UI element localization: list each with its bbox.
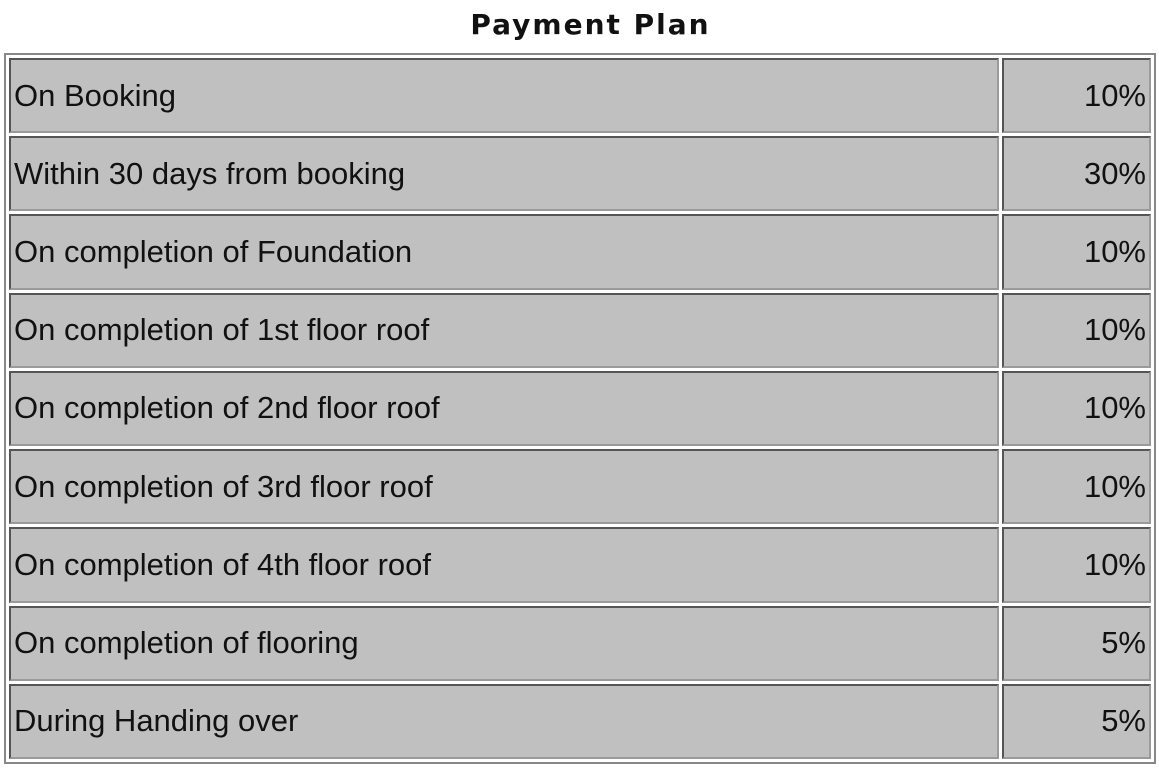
percent-cell: 10% (1002, 527, 1151, 602)
percent-cell: 5% (1002, 606, 1151, 681)
percent-cell: 10% (1002, 58, 1151, 133)
stage-cell: On completion of 4th floor roof (9, 527, 999, 602)
stage-cell: During Handing over (9, 684, 999, 759)
table-row (9, 684, 1151, 759)
percent-cell: 30% (1002, 136, 1151, 211)
table-row (9, 58, 1151, 133)
table-row (9, 371, 1151, 446)
stage-cell: On completion of 2nd floor roof (9, 371, 999, 446)
table-row (9, 606, 1151, 681)
stage-cell: On completion of Foundation (9, 214, 999, 289)
stage-cell: On completion of 1st floor roof (9, 293, 999, 368)
percent-cell: 10% (1002, 449, 1151, 524)
table-row (9, 136, 1151, 211)
percent-cell: 10% (1002, 371, 1151, 446)
percent-cell: 5% (1002, 684, 1151, 759)
page-title: Payment Plan (470, 8, 711, 41)
payment-plan-table (4, 53, 1156, 764)
table-row (9, 527, 1151, 602)
stage-cell: On completion of 3rd floor roof (9, 449, 999, 524)
table-row (9, 293, 1151, 368)
percent-cell: 10% (1002, 293, 1151, 368)
table-row (9, 449, 1151, 524)
stage-cell: On completion of flooring (9, 606, 999, 681)
stage-cell: On Booking (9, 58, 999, 133)
percent-cell: 10% (1002, 214, 1151, 289)
table-row (9, 214, 1151, 289)
stage-cell: Within 30 days from booking (9, 136, 999, 211)
